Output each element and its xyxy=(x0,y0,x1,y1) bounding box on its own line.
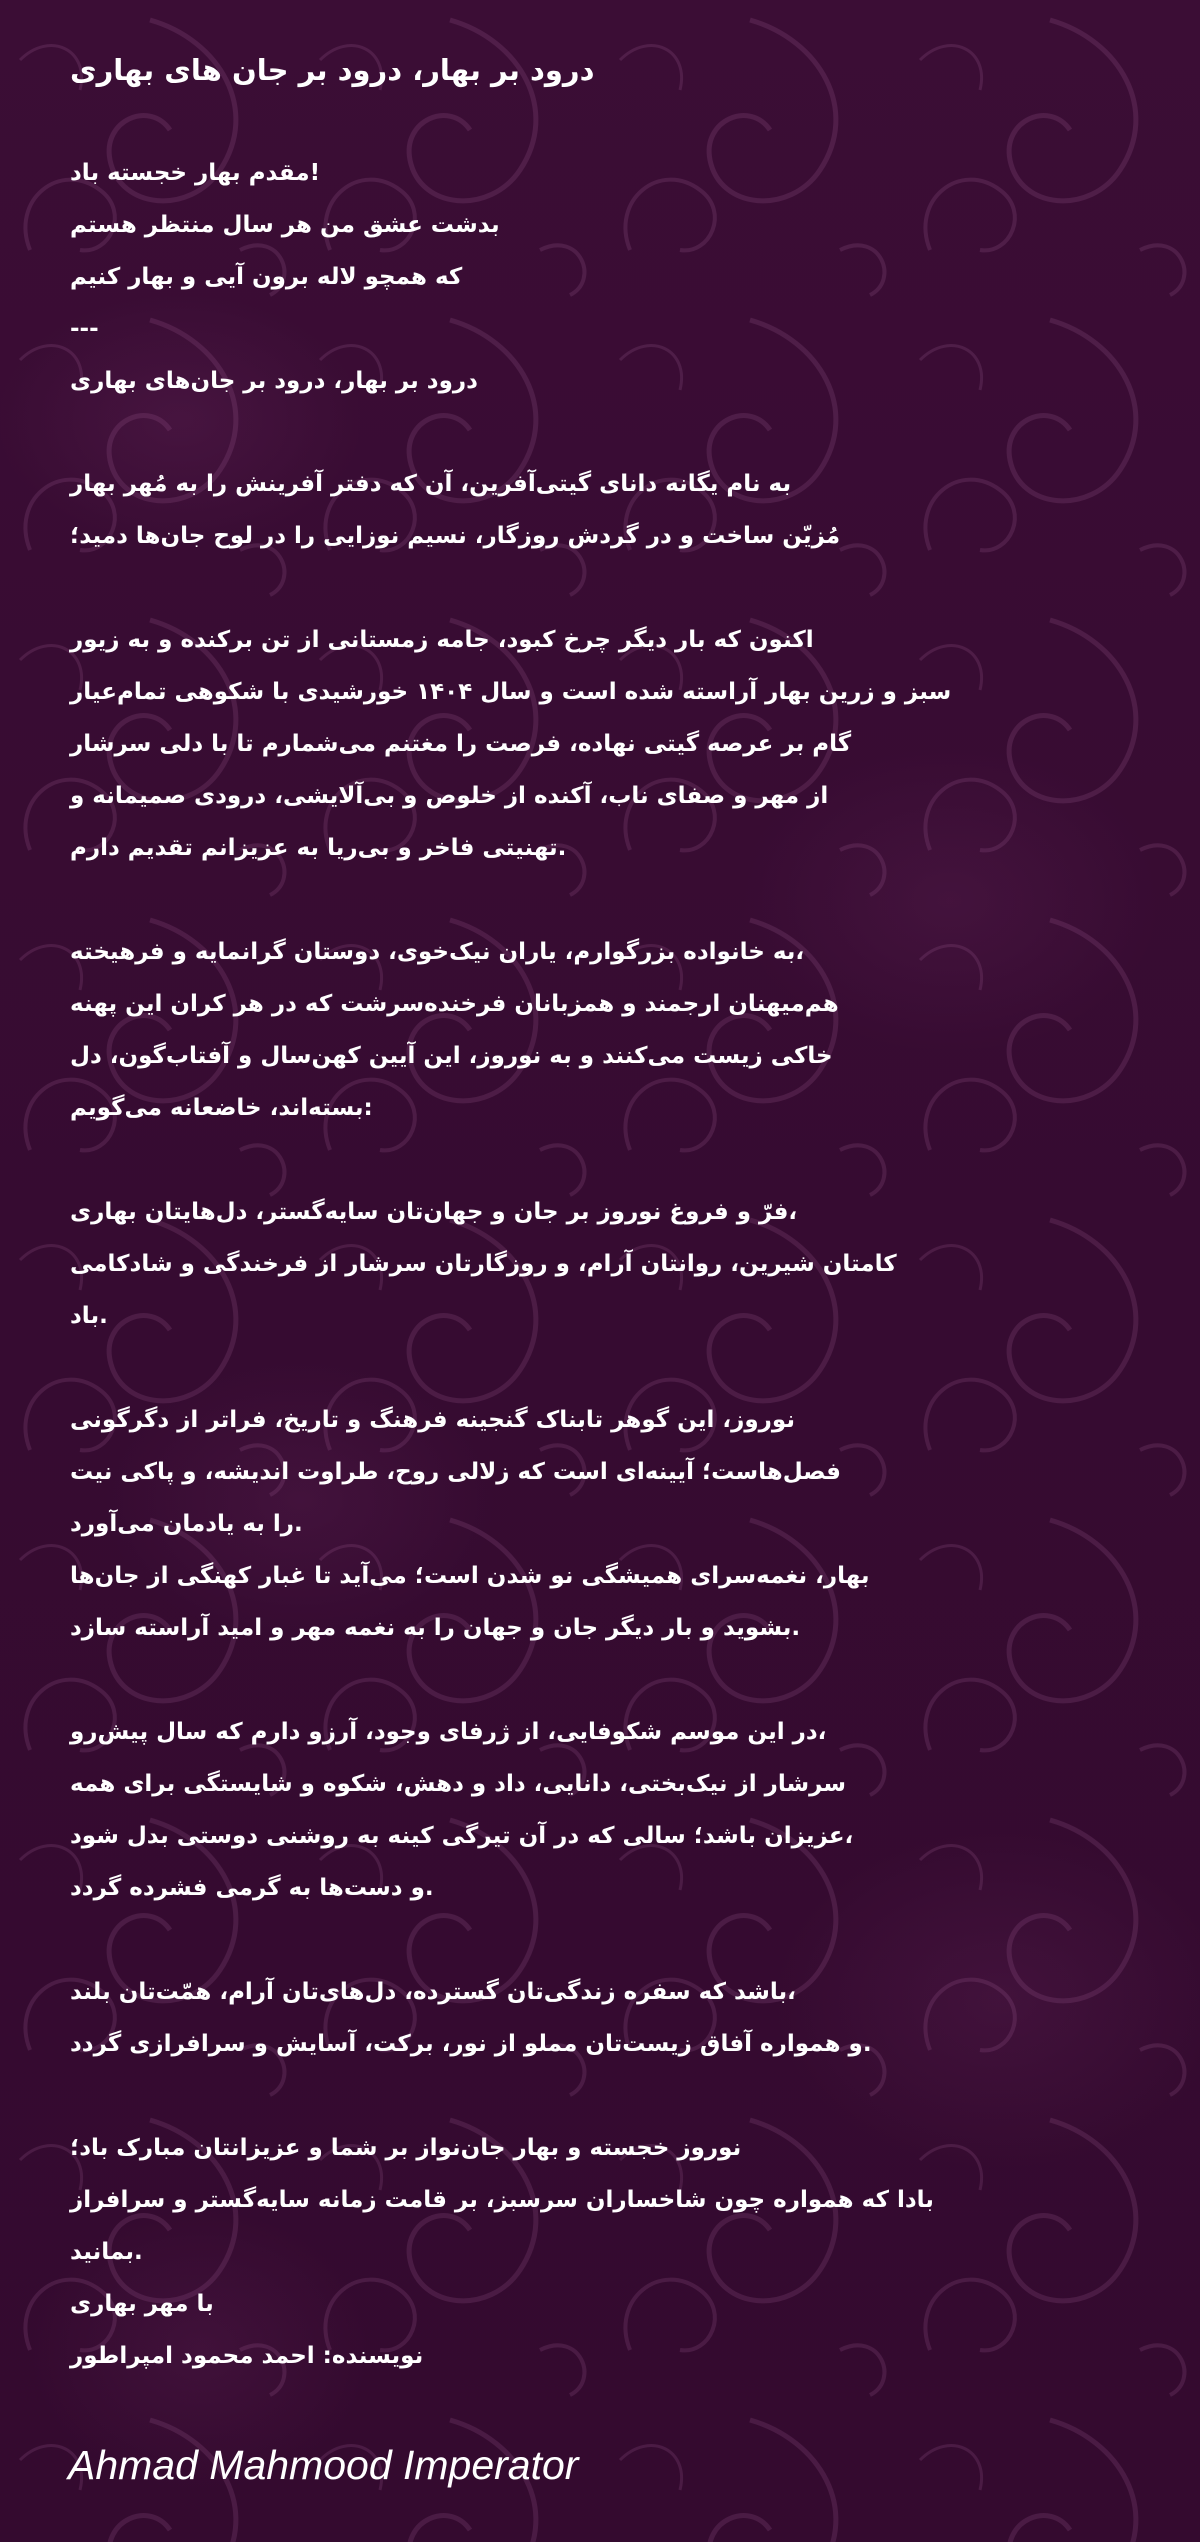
poem-line: .را به یادمان می‌آورد xyxy=(70,1511,303,1537)
poem-line: نوروز خجسته و بهار جان‌نواز بر شما و عزیزانتان مبارک باد؛ xyxy=(70,2135,742,2161)
poem-line: ،عزیزان باشد؛ سالی که در آن تیرگی کینه به روشنی دوستی بدل شود xyxy=(70,1823,854,1849)
poem-line: ،به خانواده بزرگوارم، یاران نیک‌خوی، دوستان گرانمایه و فرهیخته xyxy=(70,939,805,965)
poem-line: مُزیّن ساخت و در گردش روزگار، نسیم نوزایی را در لوح جان‌ها دمید؛ xyxy=(70,523,841,549)
poem-line: سرشار از نیک‌بختی، دانایی، داد و دهش، شکوه و شایستگی برای همه xyxy=(70,1771,847,1797)
poem-line: هم‌میهنان ارجمند و همزبانان فرخنده‌سرشت که در هر کران این پهنه xyxy=(70,991,839,1017)
poem-line: بادا که همواره چون شاخساران سرسبز، بر قامت زمانه سایه‌گستر و سرافراز xyxy=(70,2187,934,2213)
poem-line: ،در این موسم شکوفایی، از ژرفای وجود، آرزو دارم که سال پیش‌رو xyxy=(70,1719,827,1745)
poem-line: ،فرّ و فروغ نوروز بر جان و جهان‌تان سایه‌گستر، دل‌هایتان بهاری xyxy=(70,1199,798,1225)
poem-line: .تهنیتی فاخر و بی‌ریا به عزیزانم تقدیم دارم xyxy=(70,835,567,861)
poem-line: .بمانید xyxy=(70,2239,143,2265)
poem-line: خاکی زیست می‌کنند و به نوروز، این آیین کهن‌سال و آفتاب‌گون، دل xyxy=(70,1043,833,1069)
poem-line: گام بر عرصه گیتی نهاده، فرصت را مغتنم می‌شمارم تا با دلی سرشار xyxy=(70,731,852,757)
poem-line: بهار، نغمه‌سرای همیشگی نو شدن است؛ می‌آید تا غبار کهنگی از جان‌ها xyxy=(70,1563,870,1589)
poem-line: --- xyxy=(70,316,99,342)
poem-line: کامتان شیرین، روانتان آرام، و روزگارتان سرشار از فرخندگی و شادکامی xyxy=(70,1251,897,1277)
poem-line: .و دست‌ها به گرمی فشرده گردد xyxy=(70,1875,434,1901)
poem-line: درود بر بهار، درود بر جان‌های بهاری xyxy=(70,368,478,394)
author-signature: Ahmad Mahmood Imperator xyxy=(68,2442,579,2488)
poem-line: :بسته‌اند، خاضعانه می‌گویم xyxy=(70,1095,373,1121)
poem-title: درود بر بهار، درود بر جان های بهاری xyxy=(70,53,595,87)
poem-line: ،باشد که سفره زندگی‌تان گسترده، دل‌های‌تان آرام، همّت‌تان بلند xyxy=(70,1979,796,2005)
poem-line: نوروز، این گوهر تابناک گنجینه فرهنگ و تاریخ، فراتر از دگرگونی xyxy=(70,1407,795,1433)
poem-line: سبز و زرین بهار آراسته شده است و سال ۱۴۰۴ خورشیدی با شکوهی تمام‌عیار xyxy=(70,679,952,705)
poem-line: اکنون که بار دیگر چرخ کبود، جامه زمستانی از تن برکنده و به زیور xyxy=(70,627,814,653)
poem-line: با مهر بهاری xyxy=(70,2291,214,2317)
poem-line: .بشوید و بار دیگر جان و جهان را به نغمه مهر و امید آراسته سازد xyxy=(70,1615,801,1641)
poem-line: !مقدم بهار خجسته باد xyxy=(70,160,321,186)
poem-line: که همچو لاله برون آیی و بهار کنیم xyxy=(70,264,463,290)
poem-line: بدشت عشق من هر سال منتظر هستم xyxy=(70,212,500,238)
poem-line: از مهر و صفای ناب، آکنده از خلوص و بی‌آلایشی، درودی صمیمانه و xyxy=(70,783,829,809)
poem-line: نویسنده: احمد محمود امپراطور xyxy=(70,2343,424,2369)
poem-line: فصل‌هاست؛ آیینه‌ای است که زلالی روح، طراوت اندیشه، و پاکی نیت xyxy=(70,1459,841,1485)
poem-line: به نام یگانه دانای گیتی‌آفرین، آن که دفتر آفرینش را به مُهر بهار xyxy=(70,471,792,497)
poem-line: .و همواره آفاق زیست‌تان مملو از نور، برکت، آسایش و سرافرازی گردد xyxy=(70,2031,872,2057)
poem-line: .باد xyxy=(70,1303,108,1329)
